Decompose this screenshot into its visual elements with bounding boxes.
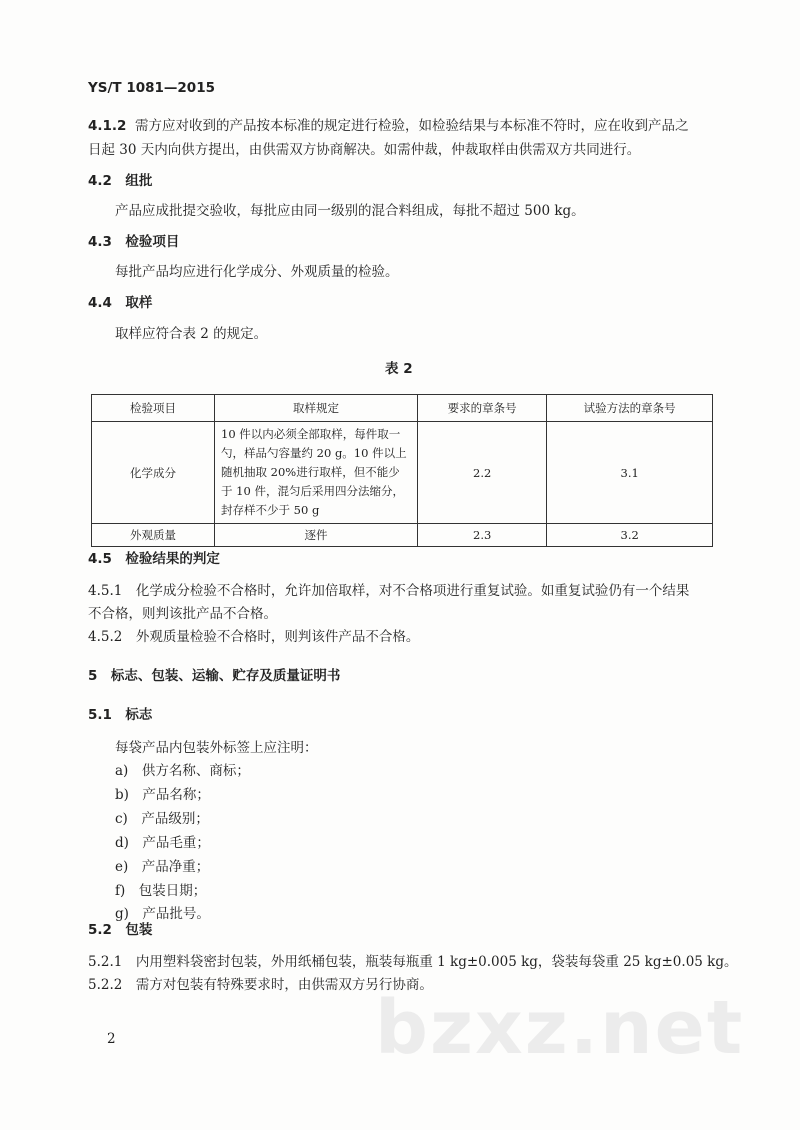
para-4-2: 产品应成批提交验收，每批应由同一级别的混合料组成，每批不超过 500 kg。 [115, 203, 585, 219]
table-header: 试验方法的章条号 [547, 395, 713, 422]
heading-5-1: 5.1 标志 [88, 707, 153, 723]
table-cell: 2.2 [418, 422, 547, 524]
para-4-3: 每批产品均应进行化学成分、外观质量的检验。 [115, 264, 399, 280]
clause-text: 需方应对收到的产品按本标准的规定进行检验，如检验结果与本标准不符时，应在收到产品之 [135, 118, 689, 134]
watermark: bzxz.net [375, 985, 745, 1071]
table-header: 检验项目 [92, 395, 215, 422]
heading-5: 5 标志、包装、运输、贮存及质量证明书 [88, 668, 341, 684]
table-cell: 2.3 [418, 524, 547, 547]
clause-4-1-2-line1 [88, 118, 689, 134]
table-cell: 化学成分 [92, 422, 215, 524]
list-item: e) 产品净重； [115, 859, 210, 875]
clause-4-5-1-line2: 不合格，则判该批产品不合格。 [88, 606, 277, 622]
clause-4-1-2-line2: 日起 30 天内向供方提出，由供需双方协商解决。如需仲裁，仲裁取样由供需双方共同进行。 [88, 142, 641, 158]
clause-5-2-2: 5.2.2 需方对包装有特殊要求时，由供需双方另行协商。 [88, 977, 433, 993]
heading-5-2: 5.2 包装 [88, 922, 153, 938]
list-item: g) 产品批号。 [115, 906, 210, 922]
heading-4-5: 4.5 检验结果的判定 [88, 551, 220, 567]
para-4-4: 取样应符合表 2 的规定。 [115, 326, 268, 342]
list-item: c) 产品级别； [115, 811, 209, 827]
sampling-table [91, 394, 713, 547]
table-cell: 3.2 [547, 524, 713, 547]
heading-4-3: 4.3 检验项目 [88, 234, 180, 250]
table-caption: 表 2 [385, 361, 413, 377]
list-item: d) 产品毛重； [115, 835, 210, 851]
table-cell: 3.1 [547, 422, 713, 524]
para-5-1: 每袋产品内包装外标签上应注明： [115, 740, 318, 756]
table-cell: 10 件以内必须全部取样，每件取一勺，样品勺容量约 20 g。10 件以上随机抽取 20%进行取样，但不能少于 10 件，混匀后采用四分法缩分，封存样不少于 50 g [215, 422, 418, 524]
heading-4-2: 4.2 组批 [88, 173, 153, 189]
page-number: 2 [107, 1031, 116, 1047]
standard-number-header: YS/T 1081—2015 [88, 80, 215, 96]
list-item: b) 产品名称； [115, 787, 210, 803]
clause-4-5-2: 4.5.2 外观质量检验不合格时，则判该件产品不合格。 [88, 629, 420, 645]
list-item: a) 供方名称、商标； [115, 763, 250, 779]
table-header: 要求的章条号 [418, 395, 547, 422]
table-header-row [92, 395, 713, 422]
list-item: f) 包装日期； [115, 883, 207, 899]
clause-5-2-1: 5.2.1 内用塑料袋密封包装，外用纸桶包装，瓶装每瓶重 1 kg±0.005 kg，袋装每袋重 25 kg±0.05 kg。 [88, 954, 738, 970]
table-row [92, 524, 713, 547]
heading-4-4: 4.4 取样 [88, 295, 153, 311]
clause-4-5-1-line1: 4.5.1 化学成分检验不合格时，允许加倍取样，对不合格项进行重复试验。如重复试验仍有一个结果 [88, 583, 690, 599]
table-row [92, 422, 713, 524]
table-header: 取样规定 [215, 395, 418, 422]
table-cell: 外观质量 [92, 524, 215, 547]
clause-number: 4.1.2 [88, 118, 127, 134]
table-cell: 逐件 [215, 524, 418, 547]
